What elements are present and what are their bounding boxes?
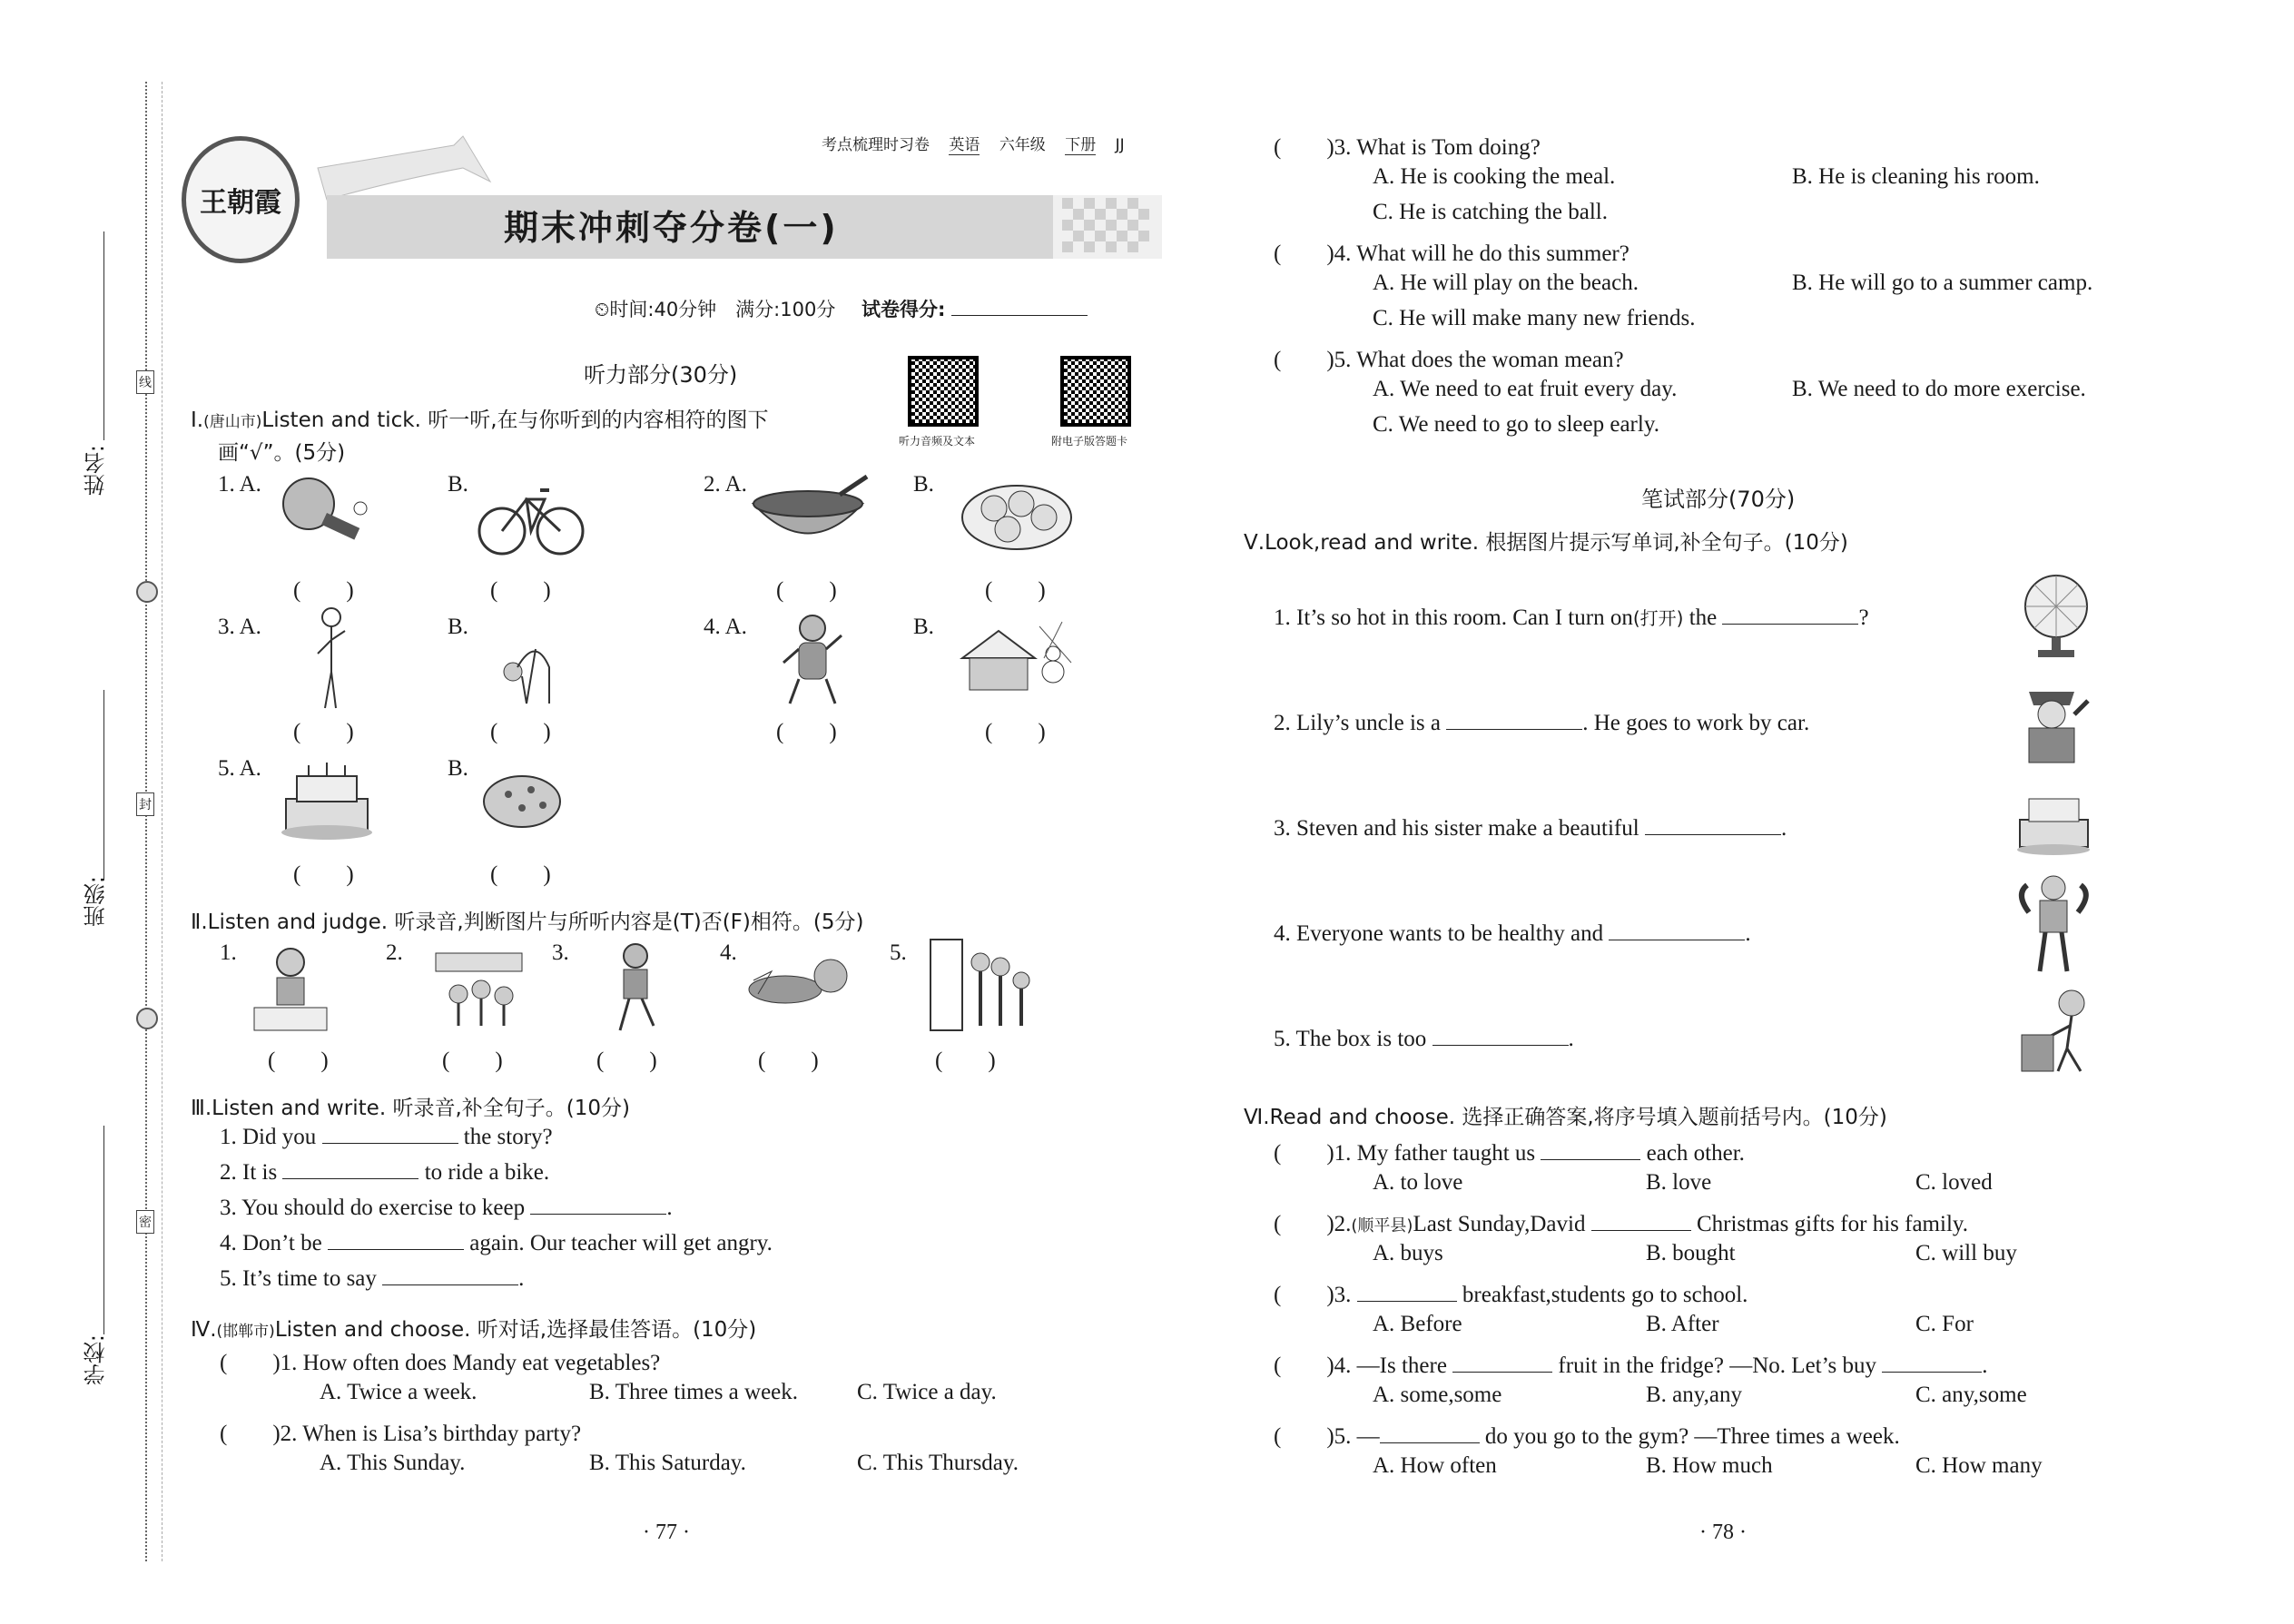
answer-bracket[interactable]: ( ) [442,1048,503,1073]
s4-question: ( )1. How often does Mandy eat vegetables? [220,1351,661,1375]
s1-label: 4. A. [704,615,747,639]
s6-option[interactable]: A. some,some [1373,1383,1502,1407]
s5-item: 4. Everyone wants to be healthy and . [1274,921,1751,946]
fill-blank[interactable] [1433,1025,1569,1046]
s6-option[interactable]: C. loved [1915,1170,1993,1195]
qr-caption-audio: 听力音频及文本 [899,435,976,448]
bicycle-image [477,472,586,563]
sidebar-circle-icon [136,581,158,603]
s3-item: 5. It’s time to say . [220,1266,525,1291]
s2-number: 1. [220,940,237,965]
s5-item: 1. It’s so hot in this room. Can I turn on(打开) the ? [1274,605,1869,630]
exam-info [595,295,1088,322]
s5-item: 5. The box is too . [1274,1027,1574,1051]
monkey-king-image [776,608,849,708]
s4-option[interactable]: A. He will play on the beach. [1373,271,1639,295]
snowy-house-image [953,608,1080,699]
s2-number: 2. [386,940,403,965]
fill-blank[interactable] [1882,1352,1982,1373]
page-number-left: · 77 · [643,1521,690,1544]
s3-item: 1. Did you the story? [220,1125,553,1149]
s4-option[interactable]: B. This Saturday. [589,1451,746,1475]
family-door-image [926,935,1035,1035]
answer-bracket[interactable]: ( [1274,135,1327,160]
s4-option[interactable]: C. Twice a day. [857,1380,997,1404]
answer-bracket[interactable]: ( ) [758,1048,819,1073]
class-label: 班级: [84,876,109,928]
answer-bracket[interactable]: ( [1274,1141,1327,1166]
fill-blank[interactable] [530,1194,666,1215]
publisher-logo [182,136,300,263]
s6-question: ( )3. breakfast,students go to school. [1274,1283,1748,1307]
answer-bracket[interactable]: ( [1274,1424,1327,1449]
fan-image [2020,570,2092,661]
section-5-heading: Ⅴ.Look,read and write. 根据图片提示写单词,补全句子。(10分) [1244,531,1848,555]
s1-label: B. [913,472,934,497]
answer-bracket[interactable]: ( ) [776,720,837,744]
sidebar-circle-icon [136,1008,158,1029]
answer-bracket[interactable]: ( [1274,1283,1327,1307]
s6-option[interactable]: A. buys [1373,1241,1443,1265]
s4-option[interactable]: B. He will go to a summer camp. [1792,271,2093,295]
standing-girl-image [309,604,354,713]
s6-question: ( )4. —Is there fruit in the fridge? —No. Let’s buy . [1274,1353,1988,1378]
fill-blank[interactable] [1541,1139,1640,1160]
answer-bracket[interactable]: ( ) [293,862,354,887]
s6-option[interactable]: B. How much [1646,1453,1773,1478]
answer-bracket[interactable]: ( ) [776,578,837,603]
section-6-heading: Ⅵ.Read and choose. 选择正确答案,将序号填入题前括号内。(10分) [1244,1106,1887,1129]
answer-bracket[interactable]: ( [1274,348,1327,372]
s5-item: 3. Steven and his sister make a beautiful . [1274,816,1787,841]
s4-option[interactable]: A. He is cooking the meal. [1373,164,1616,189]
cookie-image [481,767,567,831]
s4-option[interactable]: C. He will make many new friends. [1373,306,1696,330]
answer-bracket[interactable]: ( ) [293,720,354,744]
birthday-cake-image [277,758,377,844]
s4-option[interactable]: C. He is catching the ball. [1373,200,1608,224]
s1-label: 5. A. [218,756,261,781]
s6-option[interactable]: A. Before [1373,1312,1462,1336]
writing-title: 笔试部分(70分) [1641,487,1796,512]
answer-bracket[interactable]: ( ) [935,1048,996,1073]
page-number-right: · 78 · [1699,1521,1747,1544]
s4-option[interactable]: A. We need to eat fruit every day. [1373,377,1678,401]
school-blank[interactable] [103,1126,104,1334]
s4-option[interactable]: A. This Sunday. [320,1451,466,1475]
answer-bracket[interactable]: ( [1274,1353,1327,1378]
s4-option[interactable]: A. Twice a week. [320,1380,478,1404]
answer-bracket[interactable]: ( ) [490,720,551,744]
s6-option[interactable]: B. bought [1646,1241,1736,1265]
s6-option[interactable]: C. For [1915,1312,1974,1336]
s2-number: 5. [890,940,907,965]
section-2-heading: Ⅱ.Listen and judge. 听录音,判断图片与所听内容是(T)否(F)相符。(5分) [191,910,864,934]
section-1-heading: Ⅰ.(唐山市)Listen and tick. 听一听,在与你听到的内容相符的图下 [191,408,769,432]
s4-option[interactable]: B. We need to do more exercise. [1792,377,2086,401]
s1-label: B. [448,756,468,781]
name-label: 姓名: [84,445,109,497]
answer-bracket[interactable]: ( [1274,241,1327,266]
fill-blank[interactable] [1357,1281,1457,1302]
school-label: 学校: [84,1334,109,1386]
s1-label: 3. A. [218,615,261,639]
page-title: 期末冲刺夺分卷(一) [504,208,839,248]
heavy-box-image [2017,985,2099,1076]
answer-bracket[interactable]: ( ) [596,1048,657,1073]
s1-label: 2. A. [704,472,747,497]
s6-option[interactable]: C. How many [1915,1453,2043,1478]
ping-pong-paddle-image [277,472,377,545]
answer-bracket[interactable]: ( [1274,1212,1327,1236]
listening-title: 听力部分(30分) [584,362,738,388]
s4-question: ( )4. What will he do this summer? [1274,241,1629,266]
score-label: 试卷得分: [861,299,946,320]
s1-label: 1. A. [218,472,261,497]
fill-blank[interactable] [1446,709,1582,730]
answer-bracket[interactable]: ( [220,1351,273,1375]
fill-blank[interactable] [1609,920,1745,940]
s6-option[interactable]: C. any,some [1915,1383,2027,1407]
qr-code-answer-card[interactable] [1060,356,1131,427]
qr-code-audio[interactable] [908,356,979,427]
series-tag: 六年级 [999,136,1046,154]
answer-bracket[interactable]: ( ) [490,862,551,887]
seal-mark-secret: 密 [136,1210,154,1234]
series-tag: 考点梳理时习卷 [822,136,930,154]
fill-blank[interactable] [1452,1352,1552,1373]
fill-blank[interactable] [1722,604,1858,625]
score-blank[interactable] [951,295,1088,316]
s6-question: ( )5. — do you go to the gym? —Three times a week. [1274,1424,1900,1449]
running-boy-image [604,940,667,1035]
bending-boy-image [486,626,558,708]
children-party-image [427,940,536,1030]
s4-option[interactable]: B. Three times a week. [589,1380,799,1404]
s6-option[interactable]: A. How often [1373,1453,1497,1478]
series-tag: JJ [1115,136,1125,154]
soup-bowl-image [744,472,871,554]
s1-label: B. [913,615,934,639]
answer-bracket[interactable]: ( ) [985,578,1046,603]
strong-man-image [2011,871,2097,976]
s2-number: 3. [552,940,569,965]
qr-caption-answer-card: 附电子版答题卡 [1051,435,1128,448]
s5-item: 2. Lily’s uncle is a . He goes to work by car. [1274,711,1810,735]
answer-bracket[interactable]: ( ) [985,720,1046,744]
s4-question: ( )5. What does the woman mean? [1274,348,1624,372]
section-4-heading: Ⅳ.(邯郸市)Listen and choose. 听对话,选择最佳答语。(10分) [191,1318,757,1342]
s3-item: 3. You should do exercise to keep . [220,1196,673,1220]
boy-eating-image [250,940,331,1035]
s6-option[interactable]: C. will buy [1915,1241,2017,1265]
answer-bracket[interactable]: ( [220,1422,273,1446]
fill-blank[interactable] [1591,1210,1691,1231]
seal-mark-seal: 封 [136,792,154,816]
answer-bracket[interactable]: ( ) [268,1048,329,1073]
s3-item: 4. Don’t be again. Our teacher will get angry. [220,1231,773,1255]
s4-option[interactable]: C. We need to go to sleep early. [1373,412,1659,437]
s6-option[interactable]: B. any,any [1646,1383,1742,1407]
fill-blank[interactable] [382,1265,518,1285]
series-tag: 下册 [1065,136,1097,154]
seal-mark-line: 线 [136,370,154,394]
fill-blank[interactable] [322,1123,458,1144]
section-1-heading-cont: 画“√”。(5分) [218,441,346,465]
time-score-info: ⏲时间:40分钟 满分:100分 [595,299,836,320]
binding-dotted-line [145,82,147,1561]
s4-question: ( )2. When is Lisa’s birthday party? [220,1422,582,1446]
fill-blank[interactable] [282,1158,418,1179]
s6-question: ( )1. My father taught us each other. [1274,1141,1745,1166]
name-blank[interactable] [103,231,104,440]
series-tag: 英语 [949,136,980,154]
section-3-heading: Ⅲ.Listen and write. 听录音,补全句子。(10分) [191,1097,630,1120]
vegetables-image [744,944,862,1017]
s6-option[interactable]: A. to love [1373,1170,1463,1195]
s4-question: ( )3. What is Tom doing? [1274,135,1541,160]
fill-blank[interactable] [1380,1422,1480,1443]
s4-option[interactable]: B. He is cleaning his room. [1792,164,2040,189]
answer-bracket[interactable]: ( ) [490,578,551,603]
series-tags [822,132,1125,154]
s6-option[interactable]: B. After [1646,1312,1719,1336]
answer-bracket[interactable]: ( ) [293,578,354,603]
s3-item: 2. It is to ride a bike. [220,1160,550,1185]
cake-image [2015,788,2092,856]
s6-question: ( )2.(顺平县)Last Sunday,David Christmas gifts for his family. [1274,1212,1969,1236]
fill-blank[interactable] [1645,814,1781,835]
s1-label: B. [448,615,468,639]
dumplings-image [958,477,1076,554]
class-blank[interactable] [103,690,104,881]
s4-option[interactable]: C. This Thursday. [857,1451,1019,1475]
s1-label: B. [448,472,468,497]
s2-number: 4. [720,940,737,965]
fill-blank[interactable] [328,1229,464,1250]
s6-option[interactable]: B. love [1646,1170,1712,1195]
police-officer-image [2011,674,2092,764]
logo-text: 王朝霞 [200,187,281,219]
